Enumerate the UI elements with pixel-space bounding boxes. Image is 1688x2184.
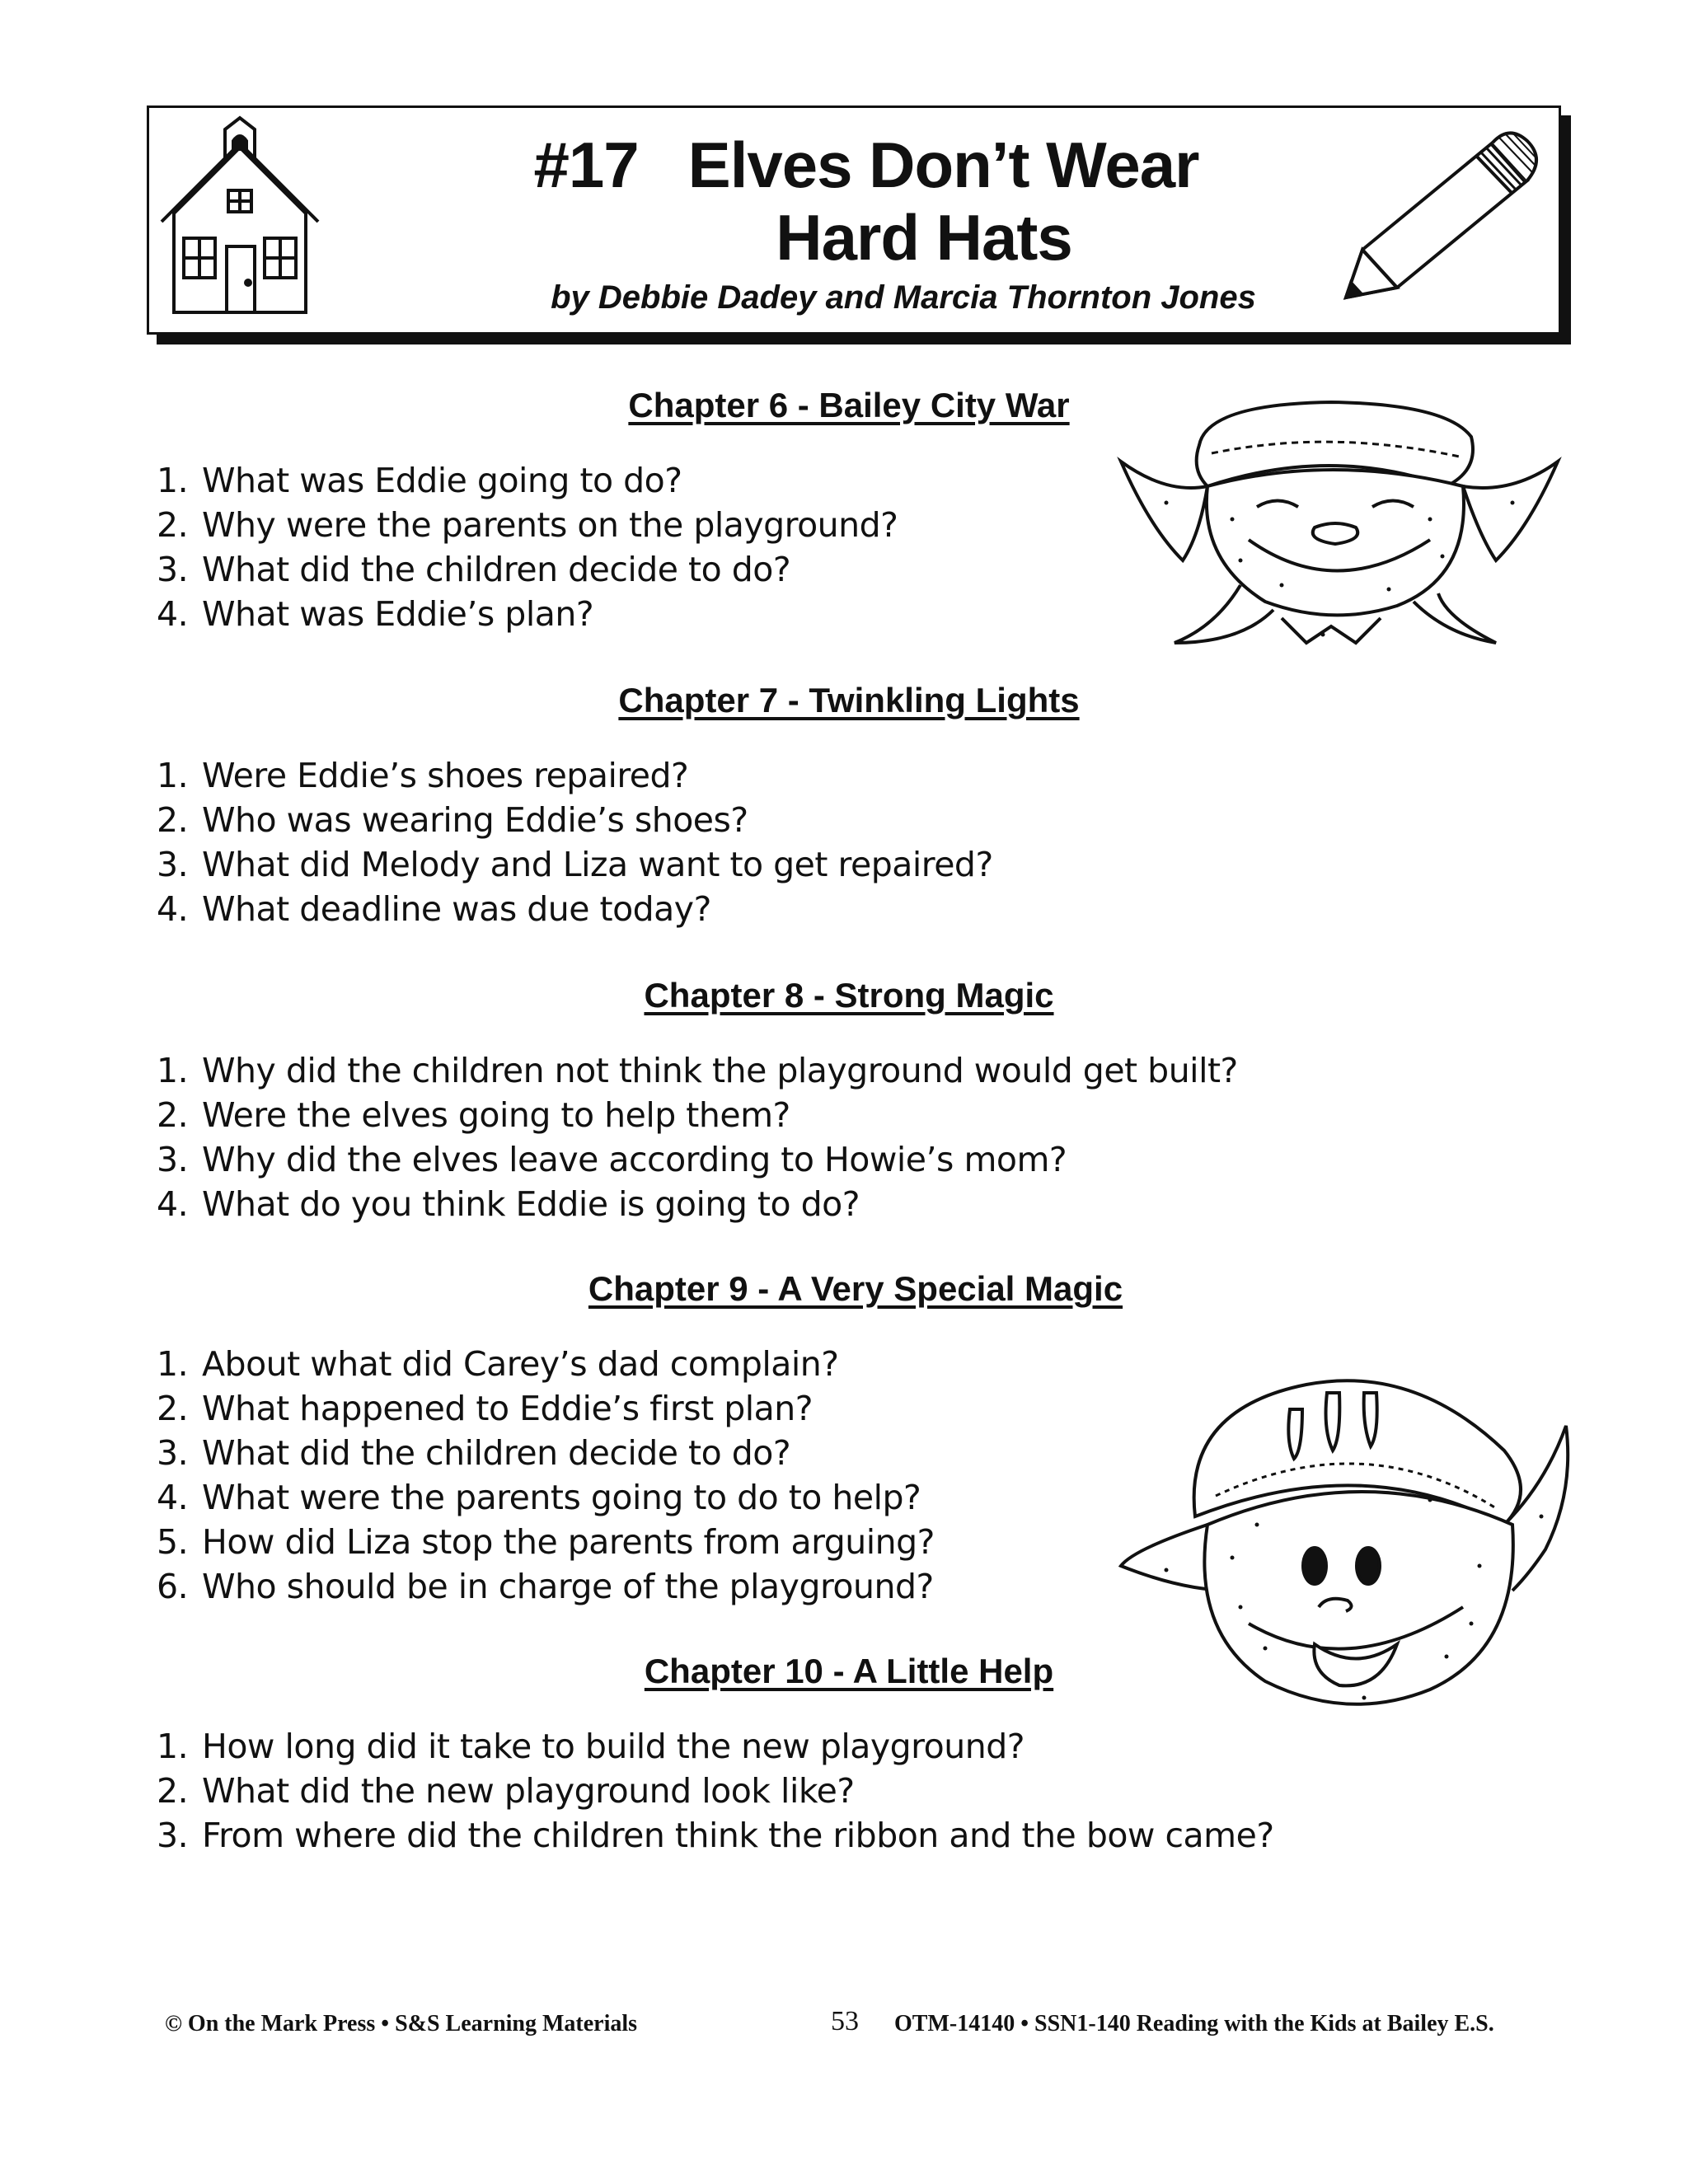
question-list <box>157 1724 1274 1858</box>
chapter-heading: Chapter 8 - Strong Magic <box>644 976 1054 1015</box>
story-number: #17 <box>533 129 639 201</box>
question-item: 4. What were the parents going to do to help? <box>157 1478 921 1517</box>
chapter-heading: Chapter 6 - Bailey City War <box>628 386 1070 424</box>
question-item: 3. From where did the children think the ribbon and the bow came? <box>157 1816 1274 1855</box>
question-list <box>157 458 898 636</box>
chapter-heading: Chapter 10 - A Little Help <box>644 1652 1054 1690</box>
pencil-icon <box>1311 126 1542 316</box>
question-item: 2. Who was wearing Eddie’s shoes? <box>157 800 748 840</box>
question-item: 1. How long did it take to build the new playground? <box>157 1727 1025 1766</box>
title-banner <box>147 105 1561 335</box>
question-item: 1. About what did Carey’s dad complain? <box>157 1344 839 1384</box>
question-item: 4. What deadline was due today? <box>157 889 711 929</box>
question-item: 2. Why were the parents on the playground? <box>157 505 898 545</box>
question-item: 1. Were Eddie’s shoes repaired? <box>157 756 689 795</box>
question-item: 2. Were the elves going to help them? <box>157 1095 790 1135</box>
question-item: 4. What do you think Eddie is going to do? <box>157 1184 860 1224</box>
title-text-1: Elves Don’t Wear <box>687 129 1199 201</box>
page-title-line-2: Hard Hats <box>776 201 1072 274</box>
question-list <box>157 1342 935 1609</box>
question-item: 3. What did the children decide to do? <box>157 550 791 589</box>
question-list <box>157 753 993 931</box>
publisher-credit: © On the Mark Press • S&S Learning Materials <box>165 2011 638 2036</box>
question-item: 2. What happened to Eddie’s first plan? <box>157 1389 814 1428</box>
question-item: 3. What did Melody and Liza want to get repaired? <box>157 845 993 884</box>
question-item: 1. What was Eddie going to do? <box>157 461 682 500</box>
question-list <box>157 1048 1238 1226</box>
elf-head-illustration <box>1117 396 1562 659</box>
question-item: 3. What did the children decide to do? <box>157 1433 791 1473</box>
question-item: 5. How did Liza stop the parents from arguing? <box>157 1522 935 1562</box>
question-item: 6. Who should be in charge of the playground? <box>157 1567 934 1606</box>
question-item: 1. Why did the children not think the playground would get built? <box>157 1051 1238 1090</box>
question-item: 4. What was Eddie’s plan? <box>157 594 594 634</box>
chapter-heading: Chapter 9 - A Very Special Magic <box>588 1269 1123 1308</box>
question-item: 3. Why did the elves leave according to Howie’s mom? <box>157 1140 1067 1179</box>
chapter-heading: Chapter 7 - Twinkling Lights <box>618 681 1080 719</box>
author-byline: by Debbie Dadey and Marcia Thornton Jones <box>551 279 1256 316</box>
question-item: 2. What did the new playground look like? <box>157 1771 855 1811</box>
page-number: 53 <box>831 2006 859 2036</box>
book-reference: OTM-14140 • SSN1-140 Reading with the Kids at Bailey E.S. <box>894 2011 1494 2036</box>
